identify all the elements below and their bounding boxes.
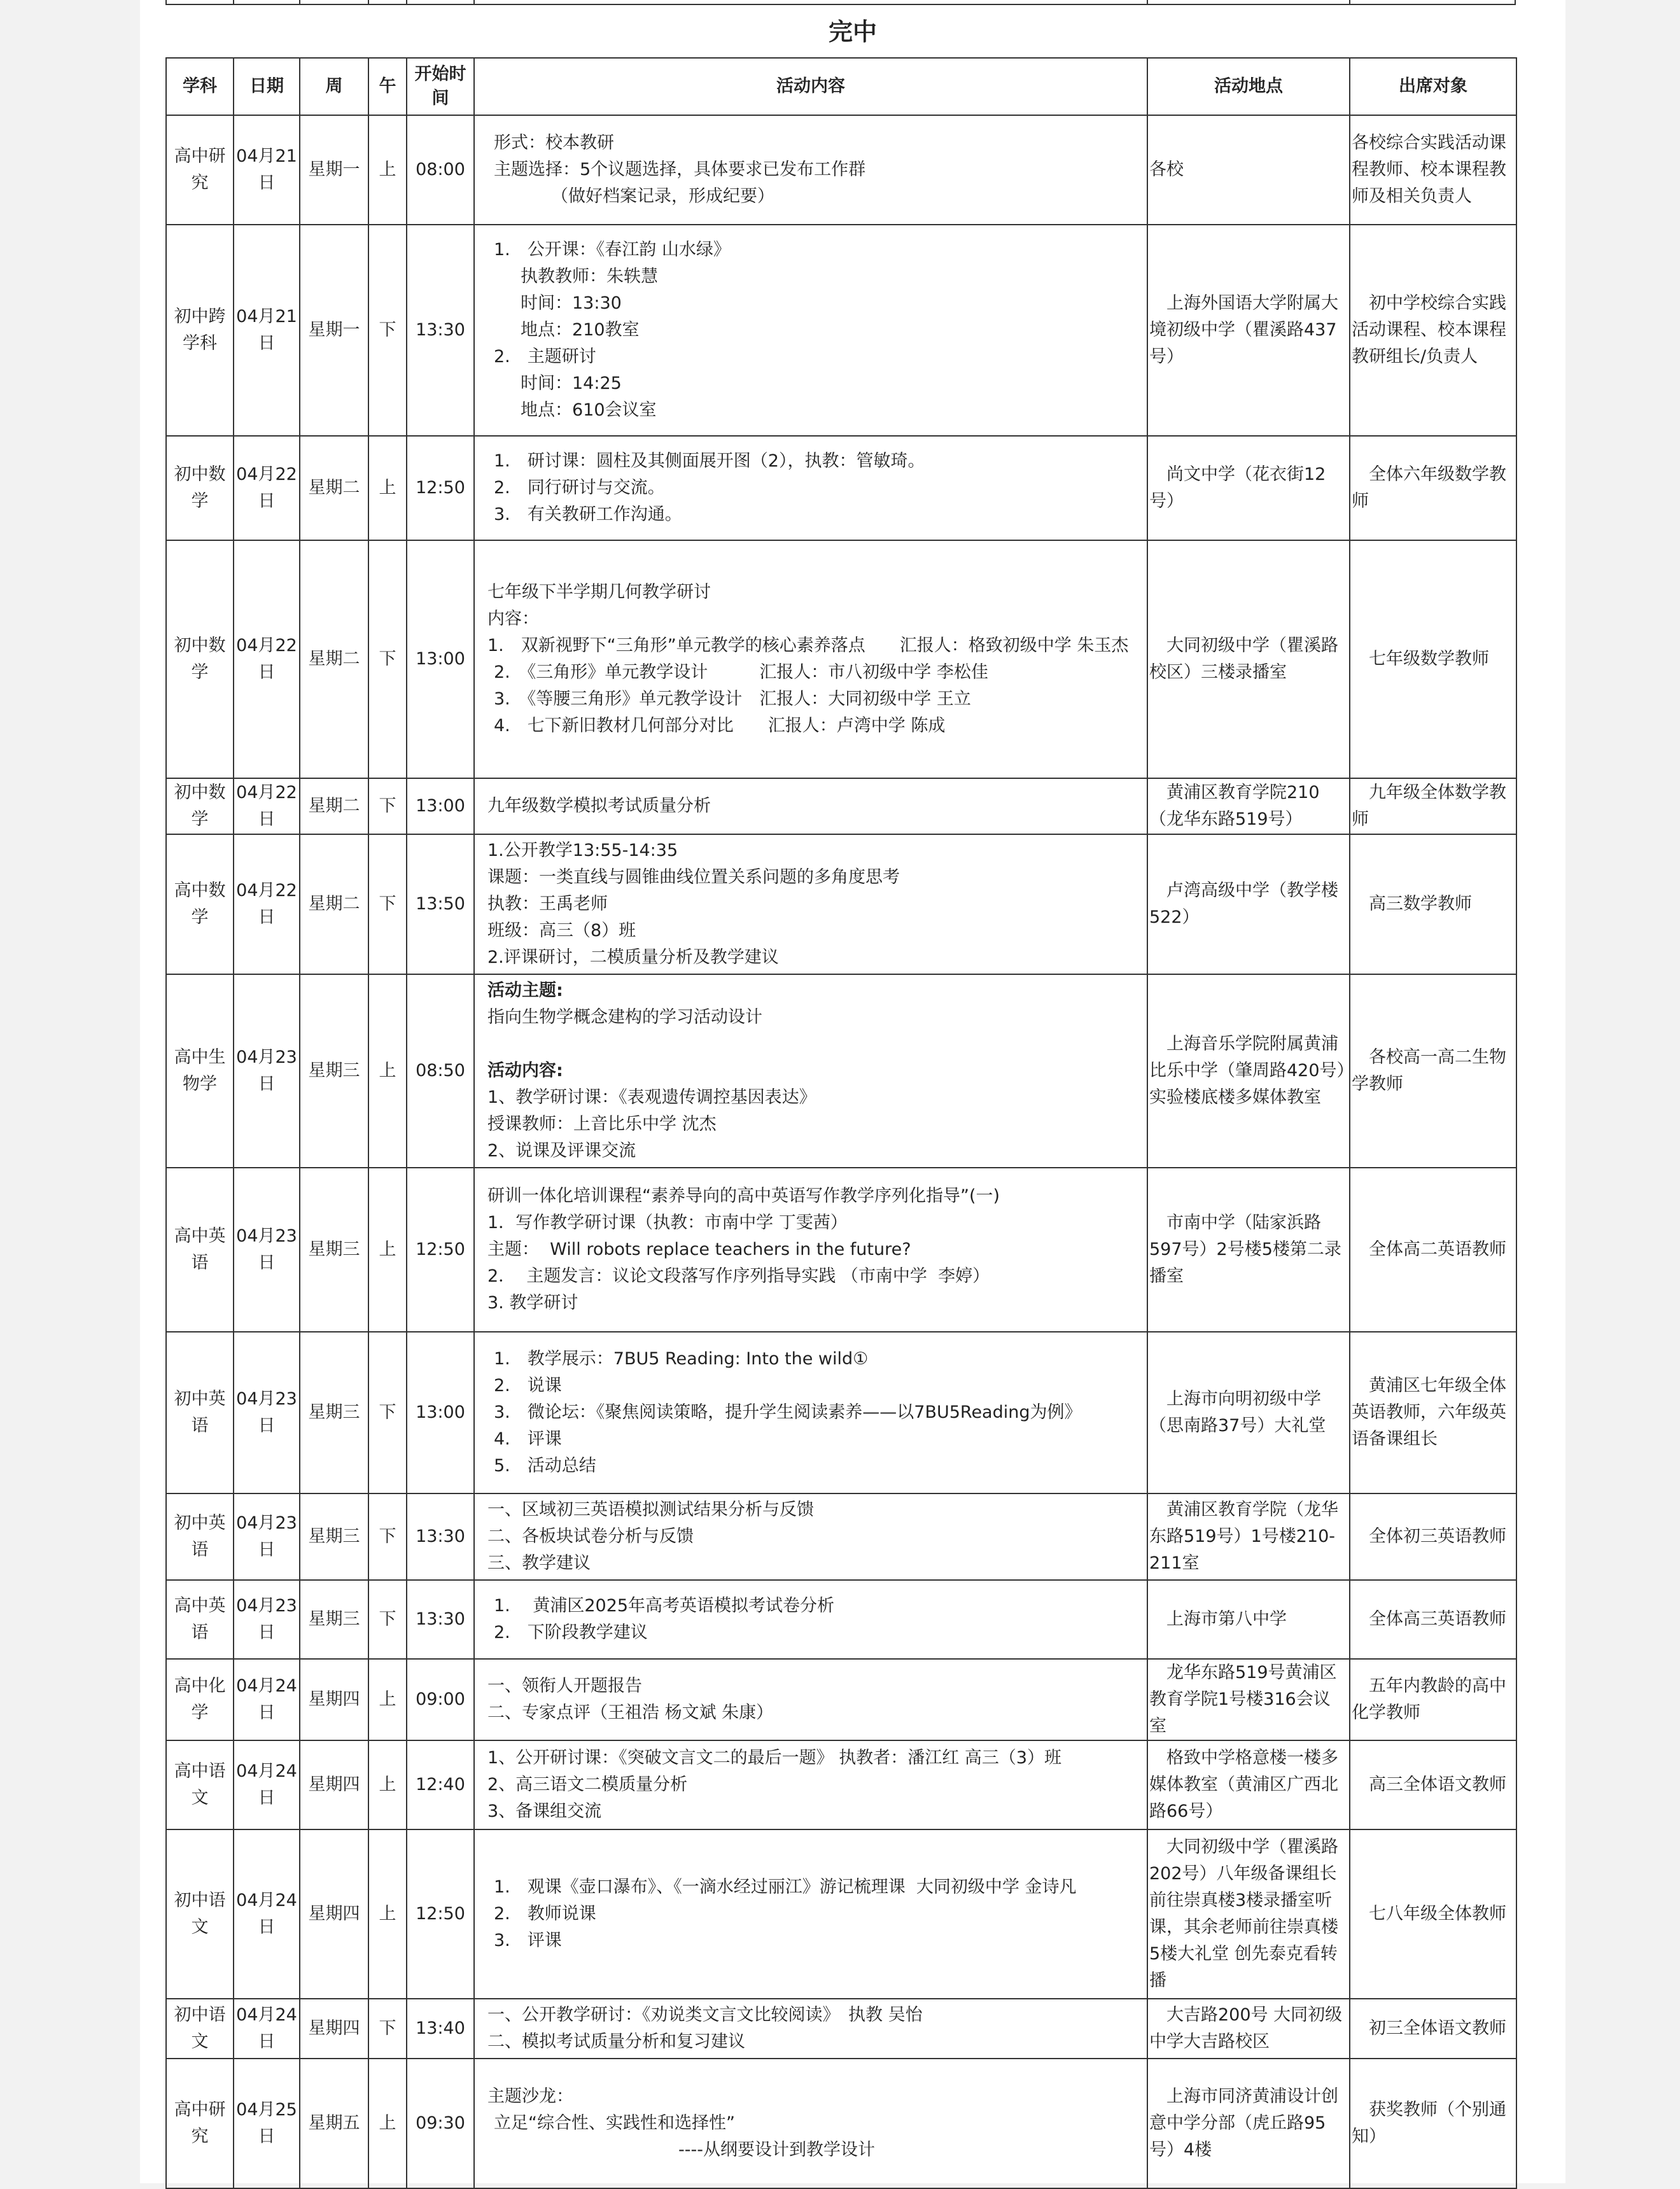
cell-date: 04月23日 (234, 1580, 300, 1659)
content-line: 3. 评课 (494, 1931, 562, 1950)
cell-activity-content (474, 1580, 1147, 1659)
cell-weekday: 星期三 (300, 1493, 368, 1580)
cell-attendees (1350, 1168, 1516, 1332)
content-line: 3、备课组交流 (487, 1801, 602, 1821)
content-line: 时间：13:30 (521, 293, 622, 313)
table-row (166, 2059, 1516, 2188)
cell-weekday: 星期四 (300, 1829, 368, 1999)
cell-start-time: 09:00 (407, 1659, 474, 1740)
location-text: 大同初级中学（瞿溪路202号）八年级备课组长前往崇真楼3楼录播室听课，其余老师前往崇真楼5楼大礼堂 创先泰克看转播 (1149, 1837, 1338, 1990)
content-line: 形式：校本教研 (494, 133, 614, 153)
cell-start-time: 13:00 (407, 778, 474, 834)
cell-weekday: 星期二 (300, 778, 368, 834)
cell-attendees (1350, 778, 1516, 834)
cell-subject: 高中化学 (166, 1659, 234, 1740)
content-line: 授课教师：上音比乐中学 沈杰 (487, 1114, 717, 1134)
cell-start-time: 13:30 (407, 1580, 474, 1659)
content-line: 3. 微论坛：《聚焦阅读策略，提升学生阅读素养——以7BU5Reading为例》 (494, 1402, 1082, 1422)
cell-subject: 高中生物学 (166, 974, 234, 1168)
header-activity-content: 活动内容 (474, 58, 1147, 115)
cell-subject: 初中语文 (166, 1999, 234, 2059)
location-text: 上海市同济黄浦设计创意中学分部（虎丘路95号）4楼 (1149, 2087, 1338, 2160)
attendees-text: 五年内教龄的高中化学教师 (1352, 1676, 1506, 1723)
content-line: 一、公开教学研讨：《劝说类文言文比较阅读》 执教 吴怡 (487, 2005, 923, 2025)
cell-weekday: 星期三 (300, 1168, 368, 1332)
cell-activity-content (474, 436, 1147, 540)
cell-attendees (1350, 974, 1516, 1168)
cell-weekday: 星期二 (300, 540, 368, 778)
cell-location (1147, 540, 1350, 778)
table-row (166, 1580, 1516, 1659)
cell-location (1147, 1493, 1350, 1580)
cell-attendees (1350, 1659, 1516, 1740)
content-line: 1.公开教学13:55-14:35 (487, 841, 678, 860)
cell-location (1147, 834, 1350, 974)
cell-start-time: 12:40 (407, 1740, 474, 1829)
section-title: 完中 (828, 18, 877, 46)
content-line: 2． 主题发言：议论文段落写作序列指导实践 （市南中学 李婷） (487, 1266, 990, 1286)
attendees-text: 各校高一高二生物学教师 (1352, 1047, 1506, 1094)
table-row (166, 1493, 1516, 1580)
location-text: 卢湾高级中学（教学楼522） (1149, 881, 1338, 927)
content-line: 二、各板块试卷分析与反馈 (487, 1527, 694, 1546)
cell-start-time: 13:30 (407, 1493, 474, 1580)
content-line: 指向生物学概念建构的学习活动设计 (487, 1007, 762, 1027)
cell-start-time: 13:40 (407, 1999, 474, 2059)
cell-date: 04月21日 (234, 225, 300, 436)
header-subject: 学科 (166, 58, 234, 115)
cell-date: 04月23日 (234, 1332, 300, 1493)
cell-location (1147, 115, 1350, 225)
cell-location (1147, 1740, 1350, 1829)
cell-date: 04月24日 (234, 1659, 300, 1740)
cell-subject: 初中语文 (166, 1829, 234, 1999)
cell-start-time: 08:00 (407, 115, 474, 225)
content-line: 主题选择：5个议题选择，具体要求已发布工作群 (494, 160, 866, 179)
cell-weekday: 星期三 (300, 974, 368, 1168)
cell-start-time: 12:50 (407, 1168, 474, 1332)
location-text: 上海市第八中学 (1149, 1609, 1287, 1629)
attendees-text: 全体高二英语教师 (1352, 1240, 1506, 1259)
content-line: 1. 黄浦区2025年高考英语模拟考试卷分析 (494, 1596, 835, 1616)
attendees-text: 各校综合实践活动课程教师、校本课程教师及相关负责人 (1352, 133, 1506, 206)
cell-start-time: 13:50 (407, 834, 474, 974)
content-line: 4. 评课 (494, 1429, 562, 1449)
table-row (166, 1659, 1516, 1740)
cell-half-day: 上 (368, 436, 407, 540)
content-line: 4. 七下新旧教材几何部分对比 汇报人：卢湾中学 陈成 (494, 716, 946, 736)
cell-location (1147, 1168, 1350, 1332)
cell-weekday: 星期五 (300, 2059, 368, 2188)
header-half-day: 午 (368, 58, 407, 115)
content-line: 2. 主题研讨 (494, 347, 596, 367)
cell-subject: 初中数学 (166, 436, 234, 540)
cell-date: 04月24日 (234, 1829, 300, 1999)
cell-weekday: 星期四 (300, 1999, 368, 2059)
attendees-text: 全体六年级数学教师 (1352, 465, 1506, 511)
content-line: 立足“综合性、实践性和选择性” (494, 2113, 735, 2133)
header-location: 活动地点 (1147, 58, 1350, 115)
content-line: 课题：一类直线与圆锥曲线位置关系问题的多角度思考 (487, 867, 900, 887)
cell-half-day: 下 (368, 1493, 407, 1580)
cell-activity-content (474, 778, 1147, 834)
content-line: 班级：高三（8）班 (487, 921, 636, 941)
header-start-time: 开始时间 (407, 58, 474, 115)
table-row (166, 436, 1516, 540)
header-weekday: 周 (300, 58, 368, 115)
document-page (140, 0, 1565, 2183)
table-row (166, 540, 1516, 778)
cell-attendees (1350, 1493, 1516, 1580)
cell-half-day: 上 (368, 115, 407, 225)
table-row (166, 1999, 1516, 2059)
cell-activity-content (474, 1659, 1147, 1740)
location-text: 大同初级中学（瞿溪路校区）三楼录播室 (1149, 636, 1338, 682)
cell-start-time: 13:30 (407, 225, 474, 436)
cell-activity-content (474, 2059, 1147, 2188)
cell-weekday: 星期二 (300, 834, 368, 974)
cell-attendees (1350, 834, 1516, 974)
cell-date: 04月25日 (234, 2059, 300, 2188)
cell-date: 04月22日 (234, 436, 300, 540)
cell-half-day: 下 (368, 1332, 407, 1493)
header-row (166, 58, 1516, 115)
cell-attendees (1350, 225, 1516, 436)
cell-attendees (1350, 115, 1516, 225)
cell-activity-content (474, 225, 1147, 436)
cell-half-day: 上 (368, 1659, 407, 1740)
content-line: 执教教师：朱轶慧 (521, 267, 658, 286)
table-row (166, 974, 1516, 1168)
content-line: 研训一体化培训课程“素养导向的高中英语写作教学序列化指导”(一) (487, 1186, 1000, 1206)
content-line: ----从纲要设计到教学设计 (678, 2140, 875, 2160)
content-line: 主题： Will robots replace teachers in the future? (487, 1240, 911, 1259)
cell-attendees (1350, 2059, 1516, 2188)
cell-attendees (1350, 540, 1516, 778)
cell-start-time: 12:50 (407, 436, 474, 540)
content-line: 1. 公开课：《春江韵 山水绿》 (494, 240, 731, 260)
content-line: 执教：王禹老师 (487, 894, 608, 914)
content-line: 2. 同行研讨与交流。 (494, 478, 665, 498)
table-row (166, 1740, 1516, 1829)
location-text: 上海市向明初级中学（思南路37号）大礼堂 (1149, 1389, 1326, 1436)
content-line: 2. 下阶段教学建议 (494, 1623, 648, 1642)
content-line: 1. 观课《壶口瀑布》、《一滴水经过丽江》游记梳理课 大同初级中学 金诗凡 (494, 1877, 1077, 1897)
cell-subject: 高中英语 (166, 1580, 234, 1659)
content-line: 二、专家点评（王祖浩 杨文斌 朱康） (487, 1703, 774, 1723)
cell-start-time: 13:00 (407, 1332, 474, 1493)
content-line: 1. 双新视野下“三角形”单元教学的核心素养落点 汇报人：格致初级中学 朱玉杰 (487, 636, 1129, 655)
header-attendees: 出席对象 (1350, 58, 1516, 115)
content-line: 一、区域初三英语模拟测试结果分析与反馈 (487, 1500, 814, 1520)
cell-location (1147, 1829, 1350, 1999)
attendees-text: 获奖教师（个别通知） (1352, 2100, 1506, 2146)
cell-half-day: 下 (368, 1580, 407, 1659)
cell-half-day: 上 (368, 1740, 407, 1829)
cell-weekday: 星期三 (300, 1332, 368, 1493)
content-line: 3. 有关教研工作沟通。 (494, 505, 682, 524)
content-line: 时间：14:25 (521, 374, 622, 393)
cell-date: 04月23日 (234, 974, 300, 1168)
cell-half-day: 下 (368, 225, 407, 436)
cell-location (1147, 2059, 1350, 2188)
table-row (166, 778, 1516, 834)
cell-subject: 高中英语 (166, 1168, 234, 1332)
content-line: 3. 《等腰三角形》单元教学设计 汇报人：大同初级中学 王立 (494, 689, 971, 709)
content-line: 九年级数学模拟考试质量分析 (487, 796, 711, 816)
cell-location (1147, 1659, 1350, 1740)
location-text: 龙华东路519号黄浦区教育学院1号楼316会议室 (1149, 1663, 1337, 1736)
cell-date: 04月23日 (234, 1168, 300, 1332)
cell-date: 04月22日 (234, 540, 300, 778)
cell-weekday: 星期二 (300, 436, 368, 540)
cell-activity-content (474, 1740, 1147, 1829)
cell-weekday: 星期三 (300, 1580, 368, 1659)
cell-attendees (1350, 1332, 1516, 1493)
cell-date: 04月24日 (234, 1999, 300, 2059)
table-row (166, 1829, 1516, 1999)
cell-half-day: 上 (368, 1829, 407, 1999)
cell-attendees (1350, 1740, 1516, 1829)
attendees-text: 七八年级全体教师 (1352, 1904, 1506, 1924)
header-date: 日期 (234, 58, 300, 115)
cell-activity-content (474, 540, 1147, 778)
attendees-text: 全体初三英语教师 (1352, 1527, 1506, 1546)
schedule-table (165, 57, 1517, 2189)
cell-subject: 初中英语 (166, 1332, 234, 1493)
content-line: 活动主题: (487, 981, 563, 1000)
cell-location (1147, 778, 1350, 834)
content-line: 1. 教学展示：7BU5 Reading: Into the wild① (494, 1349, 869, 1369)
location-text: 黄浦区教育学院210（龙华东路519号） (1149, 783, 1320, 829)
content-line: 1、教学研讨课：《表观遗传调控基因表达》 (487, 1088, 816, 1107)
cell-location (1147, 1580, 1350, 1659)
cell-date: 04月22日 (234, 834, 300, 974)
cell-start-time: 12:50 (407, 1829, 474, 1999)
location-text: 上海外国语大学附属大境初级中学（瞿溪路437号） (1149, 293, 1338, 367)
previous-table-bottom (165, 0, 1516, 5)
cell-weekday: 星期四 (300, 1659, 368, 1740)
content-line: 1、公开研讨课：《突破文言文二的最后一题》 执教者：潘江红 高三（3）班 (487, 1748, 1062, 1768)
location-text: 市南中学（陆家浜路597号）2号楼5楼第二录播室 (1149, 1213, 1341, 1286)
content-line: 内容： (487, 609, 539, 629)
content-line: 2.评课研讨，二模质量分析及教学建议 (487, 948, 779, 967)
cell-half-day: 下 (368, 1999, 407, 2059)
location-text: 尚文中学（花衣街12号） (1149, 465, 1326, 511)
cell-half-day: 上 (368, 2059, 407, 2188)
content-line: 七年级下半学期几何教学研讨 (487, 582, 711, 602)
cell-start-time: 13:00 (407, 540, 474, 778)
attendees-text: 高三数学教师 (1352, 894, 1472, 914)
cell-location (1147, 436, 1350, 540)
cell-attendees (1350, 1999, 1516, 2059)
cell-activity-content (474, 1829, 1147, 1999)
cell-activity-content (474, 1493, 1147, 1580)
cell-location (1147, 1999, 1350, 2059)
cell-half-day: 下 (368, 540, 407, 778)
attendees-text: 初三全体语文教师 (1352, 2018, 1506, 2038)
cell-attendees (1350, 436, 1516, 540)
cell-start-time: 09:30 (407, 2059, 474, 2188)
cell-half-day: 下 (368, 834, 407, 974)
cell-half-day: 上 (368, 1168, 407, 1332)
cell-subject: 初中数学 (166, 540, 234, 778)
content-line: 一、领衔人开题报告 (487, 1676, 642, 1696)
content-line: （做好档案记录，形成纪要） (551, 186, 774, 206)
content-line: 5. 活动总结 (494, 1456, 596, 1476)
location-text: 格致中学格意楼一楼多媒体教室（黄浦区广西北路66号） (1149, 1748, 1338, 1821)
content-line: 1. 研讨课：圆柱及其侧面展开图（2），执教：管敏琦。 (494, 451, 925, 471)
cell-attendees (1350, 1580, 1516, 1659)
cell-subject: 初中数学 (166, 778, 234, 834)
content-line: 3. 教学研讨 (487, 1293, 578, 1313)
cell-date: 04月24日 (234, 1740, 300, 1829)
cell-location (1147, 974, 1350, 1168)
cell-date: 04月22日 (234, 778, 300, 834)
table-row (166, 225, 1516, 436)
content-line: 2、说课及评课交流 (487, 1141, 636, 1161)
attendees-text: 七年级数学教师 (1352, 649, 1489, 669)
cell-subject: 高中语文 (166, 1740, 234, 1829)
attendees-text: 高三全体语文教师 (1352, 1775, 1506, 1794)
location-text: 大吉路200号 大同初级中学大吉路校区 (1149, 2005, 1343, 2052)
cell-activity-content (474, 115, 1147, 225)
cell-subject: 高中研究 (166, 2059, 234, 2188)
content-line: 2. 说课 (494, 1376, 562, 1395)
table-row (166, 1168, 1516, 1332)
content-line: 二、模拟考试质量分析和复习建议 (487, 2032, 745, 2052)
cell-weekday: 星期四 (300, 1740, 368, 1829)
content-line: 活动内容: (487, 1061, 563, 1081)
cell-activity-content (474, 1332, 1147, 1493)
cell-date: 04月23日 (234, 1493, 300, 1580)
cell-activity-content (474, 1999, 1147, 2059)
location-text: 黄浦区教育学院（龙华东路519号）1号楼210-211室 (1149, 1500, 1338, 1573)
content-line: 1．写作教学研讨课（执教：市南中学 丁雯茜） (487, 1213, 848, 1233)
cell-subject: 初中跨学科 (166, 225, 234, 436)
cell-half-day: 上 (368, 974, 407, 1168)
cell-location (1147, 225, 1350, 436)
cell-activity-content (474, 834, 1147, 974)
cell-location (1147, 1332, 1350, 1493)
cell-attendees (1350, 1829, 1516, 1999)
location-text: 上海音乐学院附属黄浦比乐中学（肇周路420号）实验楼底楼多媒体教室 (1149, 1034, 1346, 1107)
cell-weekday: 星期一 (300, 115, 368, 225)
attendees-text: 全体高三英语教师 (1352, 1609, 1506, 1629)
cell-subject: 高中数学 (166, 834, 234, 974)
cell-subject: 初中英语 (166, 1493, 234, 1580)
attendees-text: 初中学校综合实践活动课程、校本课程教研组长/负责人 (1352, 293, 1506, 367)
cell-half-day: 下 (368, 778, 407, 834)
content-line: 2、高三语文二模质量分析 (487, 1775, 688, 1794)
cell-subject: 高中研究 (166, 115, 234, 225)
table-row (166, 834, 1516, 974)
cell-date: 04月21日 (234, 115, 300, 225)
cell-activity-content (474, 974, 1147, 1168)
content-line: 地点：210教室 (521, 320, 640, 340)
content-line: 三、教学建议 (487, 1553, 591, 1573)
content-line: 2. 《三角形》单元教学设计 汇报人：市八初级中学 李松佳 (494, 662, 988, 682)
content-line: 2. 教师说课 (494, 1904, 596, 1924)
cell-activity-content (474, 1168, 1147, 1332)
cell-start-time: 08:50 (407, 974, 474, 1168)
content-line: 主题沙龙： (487, 2087, 573, 2106)
table-row (166, 115, 1516, 225)
table-row (166, 1332, 1516, 1493)
attendees-text: 九年级全体数学教师 (1352, 783, 1506, 829)
content-line (487, 1031, 1139, 1058)
attendees-text: 黄浦区七年级全体英语教师，六年级英语备课组长 (1352, 1376, 1506, 1449)
location-text: 各校 (1149, 160, 1184, 179)
cell-weekday: 星期一 (300, 225, 368, 436)
content-line: 地点：610会议室 (521, 400, 657, 420)
